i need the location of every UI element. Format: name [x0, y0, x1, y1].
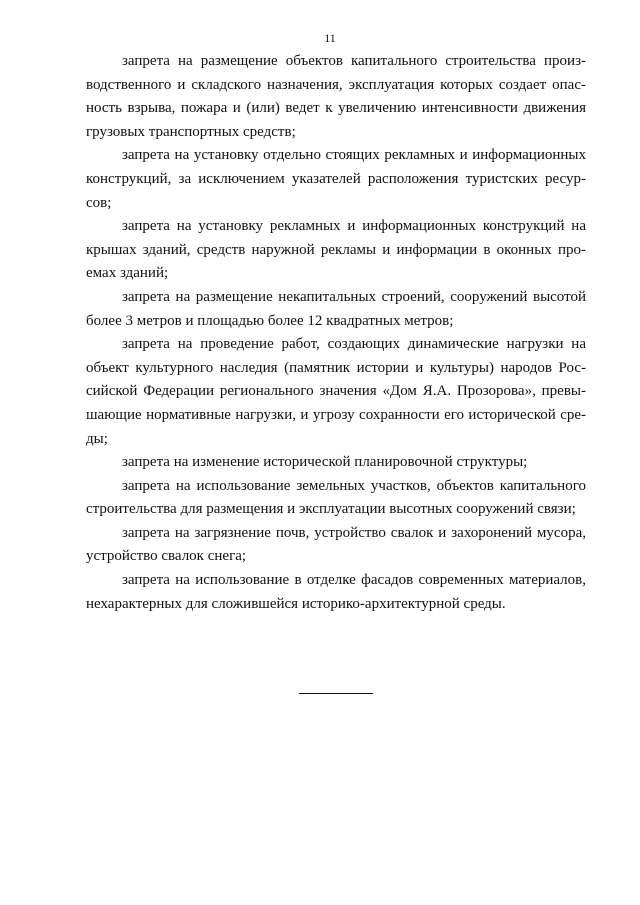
- text-line: запрета на установку отдельно стоящих рекламных и информационных: [122, 147, 586, 164]
- list-item: [86, 144, 586, 215]
- text-line: грузовых транспортных средств;: [86, 123, 296, 140]
- text-line: водственного и складского назначения, эксплуатация которых создает опас-: [86, 76, 586, 93]
- text-line: более 3 метров и площадью более 12 квадратных метров;: [86, 312, 454, 329]
- end-divider-line: [299, 693, 373, 694]
- document-body: [86, 50, 586, 616]
- text-line: сийской Федерации регионального значения «Дом Я.А. Прозорова», превы-: [86, 383, 586, 400]
- text-line: запрета на установку рекламных и информационных конструкций на: [122, 218, 586, 235]
- list-item: [86, 333, 586, 451]
- list-item: [86, 451, 586, 475]
- text-line: запрета на размещение объектов капитального строительства произ-: [122, 53, 586, 69]
- list-item: [86, 50, 586, 144]
- list-item: [86, 215, 586, 286]
- list-item: [86, 522, 586, 569]
- list-item: [86, 569, 586, 616]
- text-line: устройство свалок снега;: [86, 548, 247, 565]
- text-line: сов;: [86, 194, 112, 211]
- text-line: нехарактерных для сложившейся историко-архитектурной среды.: [86, 595, 506, 612]
- text-line: запрета на загрязнение почв, устройство свалок и захоронений мусора,: [122, 524, 586, 541]
- text-line: объект культурного наследия (памятник истории и культуры) народов Рос-: [86, 359, 586, 376]
- text-line: шающие нормативные нагрузки, и угрозу сохранности его исторической сре-: [86, 406, 586, 423]
- text-line: ды;: [86, 430, 108, 447]
- text-line: запрета на проведение работ, создающих динамические нагрузки на: [122, 336, 586, 353]
- text-line: запрета на использование земельных участков, объектов капитального: [122, 477, 586, 494]
- text-line: крышах зданий, средств наружной рекламы и информации в оконных про-: [86, 241, 586, 258]
- page-number: 11: [324, 31, 336, 45]
- text-line: строительства для размещения и эксплуатации высотных сооружений связи;: [86, 501, 576, 518]
- text-line: конструкций, за исключением указателей расположения туристских ресур-: [86, 170, 586, 187]
- list-item: [86, 286, 586, 333]
- text-line: запрета на размещение некапитальных строений, сооружений высотой: [122, 288, 586, 305]
- list-item: [86, 475, 586, 522]
- text-line: емах зданий;: [86, 265, 169, 282]
- text-line: ность взрыва, пожара и (или) ведет к увеличению интенсивности движения: [86, 100, 586, 117]
- text-line: запрета на изменение исторической планировочной структуры;: [122, 454, 528, 471]
- text-line: запрета на использование в отделке фасадов современных материалов,: [122, 572, 586, 589]
